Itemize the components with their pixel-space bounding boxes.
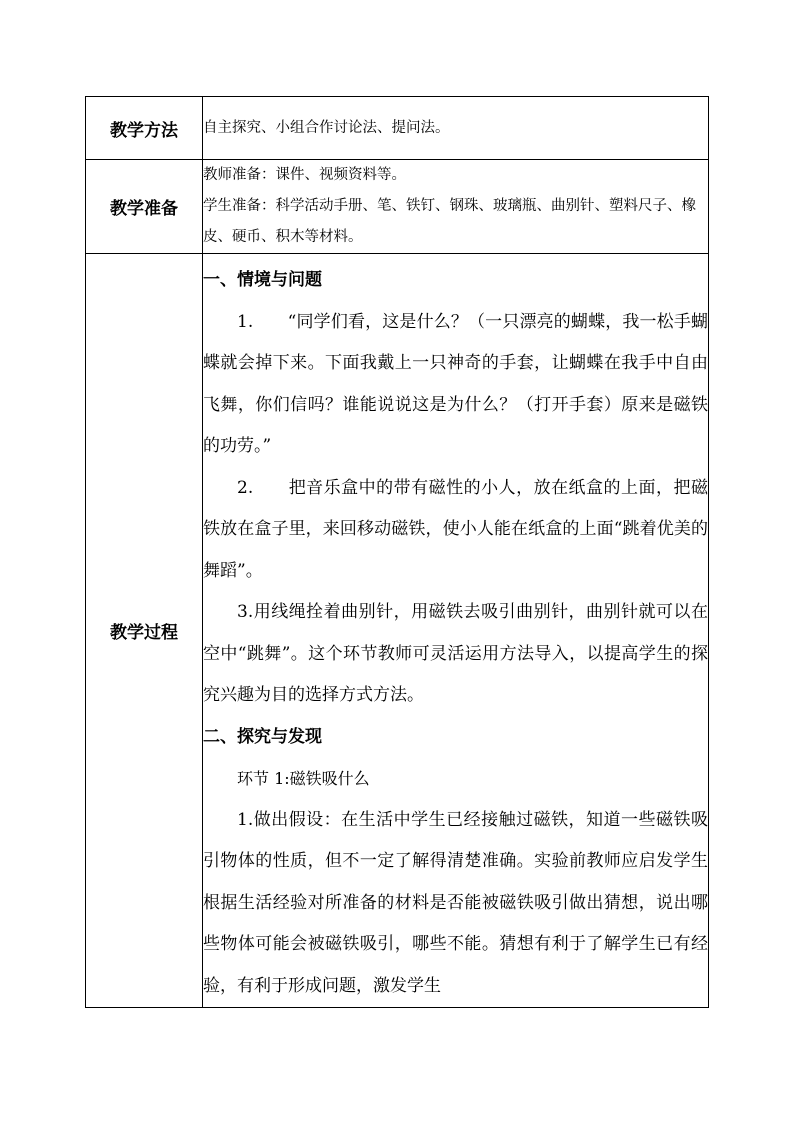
situation-paragraph-2: 2. 把音乐盒中的带有磁性的小人，放在纸盒的上面，把磁铁放在盒子里，来回移动磁铁，使小人能在纸盒的上面“跳着优美的舞蹈”。 [203, 477, 708, 581]
teaching-method-value: 自主探究、小组合作讨论法、提问法。 [203, 97, 709, 160]
label-teaching-method: 教学方法 [86, 97, 203, 160]
situation-paragraph-1: 1. “同学们看，这是什么？（一只漂亮的蝴蝶，我一松手蝴蝶就会掉下来。下面我戴上一只神奇的手套，让蝴蝶在我手中自由飞舞，你们信吗？谁能说说这是为什么？（打开手套）原来是磁铁的功劳。” [203, 311, 708, 456]
teaching-process-cell [203, 254, 709, 1008]
lesson-plan-table [85, 96, 709, 1008]
row-teaching-process [86, 254, 709, 1008]
situation-paragraph-3: 3.用线绳拴着曲别针，用磁铁去吸引曲别针，曲别针就可以在空中“跳舞”。这个环节教师可灵活运用方法导入，以提高学生的探究兴趣为目的选择方式方法。 [203, 602, 708, 705]
section-title-situation: 一、情境与问题 [203, 270, 322, 290]
teaching-preparation-cell [203, 160, 709, 254]
section-title-exploration: 二、探究与发现 [203, 726, 322, 747]
label-teaching-process: 教学过程 [86, 254, 203, 1008]
teacher-preparation: 教师准备：课件、视频资料等。 [203, 167, 406, 183]
row-teaching-method [86, 97, 709, 160]
exploration-paragraph-1: 1.做出假设：在生活中学生已经接触过磁铁，知道一些磁铁吸引物体的性质，但不一定了解得清楚准确。实验前教师应启发学生根据生活经验对所准备的材料是否能被磁铁吸引做出猜想，说出哪些物体可能会被磁铁吸引，哪些不能。猜想有利于了解学生已有经验，有利于形成问题，激发学生 [203, 809, 708, 996]
row-teaching-preparation [86, 160, 709, 254]
label-teaching-preparation: 教学准备 [86, 160, 203, 254]
student-preparation: 学生准备：科学活动手册、笔、铁钉、钢珠、玻璃瓶、曲别针、塑料尺子、橡皮、硬币、积木等材料。 [203, 198, 696, 245]
exploration-subheading: 环节 1:磁铁吸什么 [237, 769, 370, 788]
